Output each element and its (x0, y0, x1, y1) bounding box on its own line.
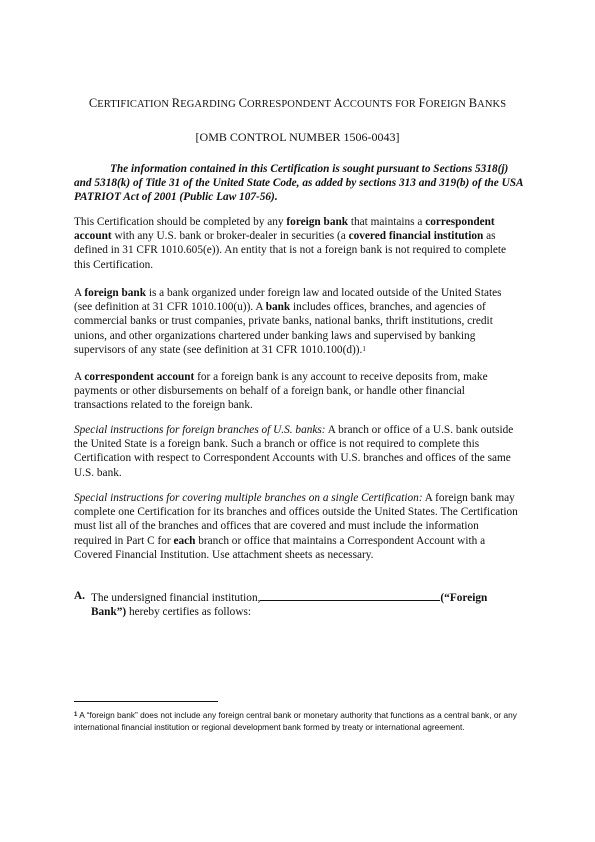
p1-term-covered-fi: covered financial institution (348, 230, 484, 243)
intro-statement: The information contained in this Certification is sought pursuant to Sections 5318(j) and 5318(k) of Title 31 of the United State Code, as added by sections 313 and 319(b) of the USA PATRIOT Act of 2001 (Public Law 107-56). (74, 163, 523, 204)
title-cap-6: B (468, 96, 478, 110)
section-a-certifies-text: hereby certifies as follows: (126, 606, 252, 619)
title-word-4: CCOUNTS FOR (342, 99, 416, 110)
p1-text-c: that maintains a (348, 216, 426, 228)
p3-text-a: A (74, 371, 85, 383)
paragraph-correspondent-account-definition (74, 370, 518, 413)
omb-control-number: [OMB CONTROL NUMBER 1506-0043] (195, 130, 400, 144)
paragraph-multiple-branches (74, 491, 518, 562)
title-word-6: ANKS (477, 99, 507, 110)
title-word-3: ORRESPONDENT (247, 99, 331, 110)
p5-term-each: each (173, 534, 196, 547)
document-title (0, 96, 595, 111)
section-a-text: The undersigned financial institution, (91, 592, 261, 604)
title-word-5: OREIGN (425, 99, 466, 110)
footnote-text: A “foreign bank” does not include any foreign central bank or monetary authority that functions as a central bank, or any international financial institution or regional development bank formed by treaty or international agreement. (74, 710, 517, 733)
p4-text: A branch or office of a U.S. bank outside the United State is a foreign bank. Such a branch or office is not required to complete this Certification with respect to Correspondent Accounts with U.S. branches and offices of the same U.S. bank. (74, 424, 514, 479)
p5-text-d: branch or office that maintains a Correspondent Account with a Covered Financial Institution. Use attachment sheets as necessary. (74, 534, 486, 561)
title-cap-5: F (418, 96, 426, 110)
footnote-divider (74, 701, 218, 702)
footnote (74, 709, 526, 734)
title-cap-2: R (171, 96, 181, 110)
title-cap-3: C (238, 96, 247, 110)
section-a-body (91, 589, 523, 619)
p2-text-a: A (74, 287, 85, 299)
footnote-number: 1 (74, 712, 78, 718)
p2-term-bank: bank (265, 301, 291, 314)
title-word-2: EGARDING (180, 99, 236, 110)
footnote-ref[interactable]: 1 (362, 344, 366, 353)
p1-text-g: as defined in 31 CFR 1010.605(e)). An entity that is not a foreign bank is not required to complete this Certification. (74, 230, 507, 271)
title-cap-4: A (333, 96, 343, 110)
p1-text-a: This Certification should be completed by any (74, 216, 287, 228)
foreign-bank-name-field[interactable] (260, 589, 440, 601)
p5-text-b: A foreign bank may complete one Certification for its branches and offices outside the United States. The Certification must list all of the branches and offices that are covered and must include the information required in Part C for (74, 492, 518, 547)
p1-term-correspondent-account: correspondent account (74, 216, 495, 243)
p1-term-foreign-bank: foreign bank (286, 216, 349, 228)
paragraph-scope (74, 215, 518, 272)
p1-text-e: with any U.S. bank or broker-dealer in securities (a (111, 230, 349, 243)
p3-text-c: for a foreign bank is any account to receive deposits from, make payments or other disbursements on behalf of a foreign bank, or handle other financial transactions related to the foreign bank. (74, 371, 488, 412)
p2-text-e: includes offices, branches, and agencies of commercial banks or trust companies, private banks, national banks, thrift institutions, credit unions, and other organizations chartered under banking laws and supervised by banking supervisors of any state (see definition at 31 CFR 1010.100(d)). (74, 301, 493, 356)
title-cap-1: C (88, 96, 98, 110)
p4-heading: Special instructions for foreign branches of U.S. banks: (74, 424, 326, 436)
title-word-1: ERTIFICATION (97, 99, 170, 110)
paragraph-foreign-branches (74, 423, 518, 480)
p2-term-foreign-bank: foreign bank (84, 287, 146, 299)
section-a-letter: A. (74, 590, 85, 602)
p3-term-correspondent-account: correspondent account (84, 371, 195, 383)
p2-text-c: is a bank organized under foreign law and located outside of the United States (see definition at 31 CFR 1010.100(u)). A (74, 287, 502, 314)
p5-heading: Special instructions for covering multiple branches on a single Certification: (74, 492, 423, 504)
paragraph-foreign-bank-definition (74, 286, 518, 357)
section-a-foreign-bank-term: (“Foreign Bank”) (91, 592, 488, 619)
